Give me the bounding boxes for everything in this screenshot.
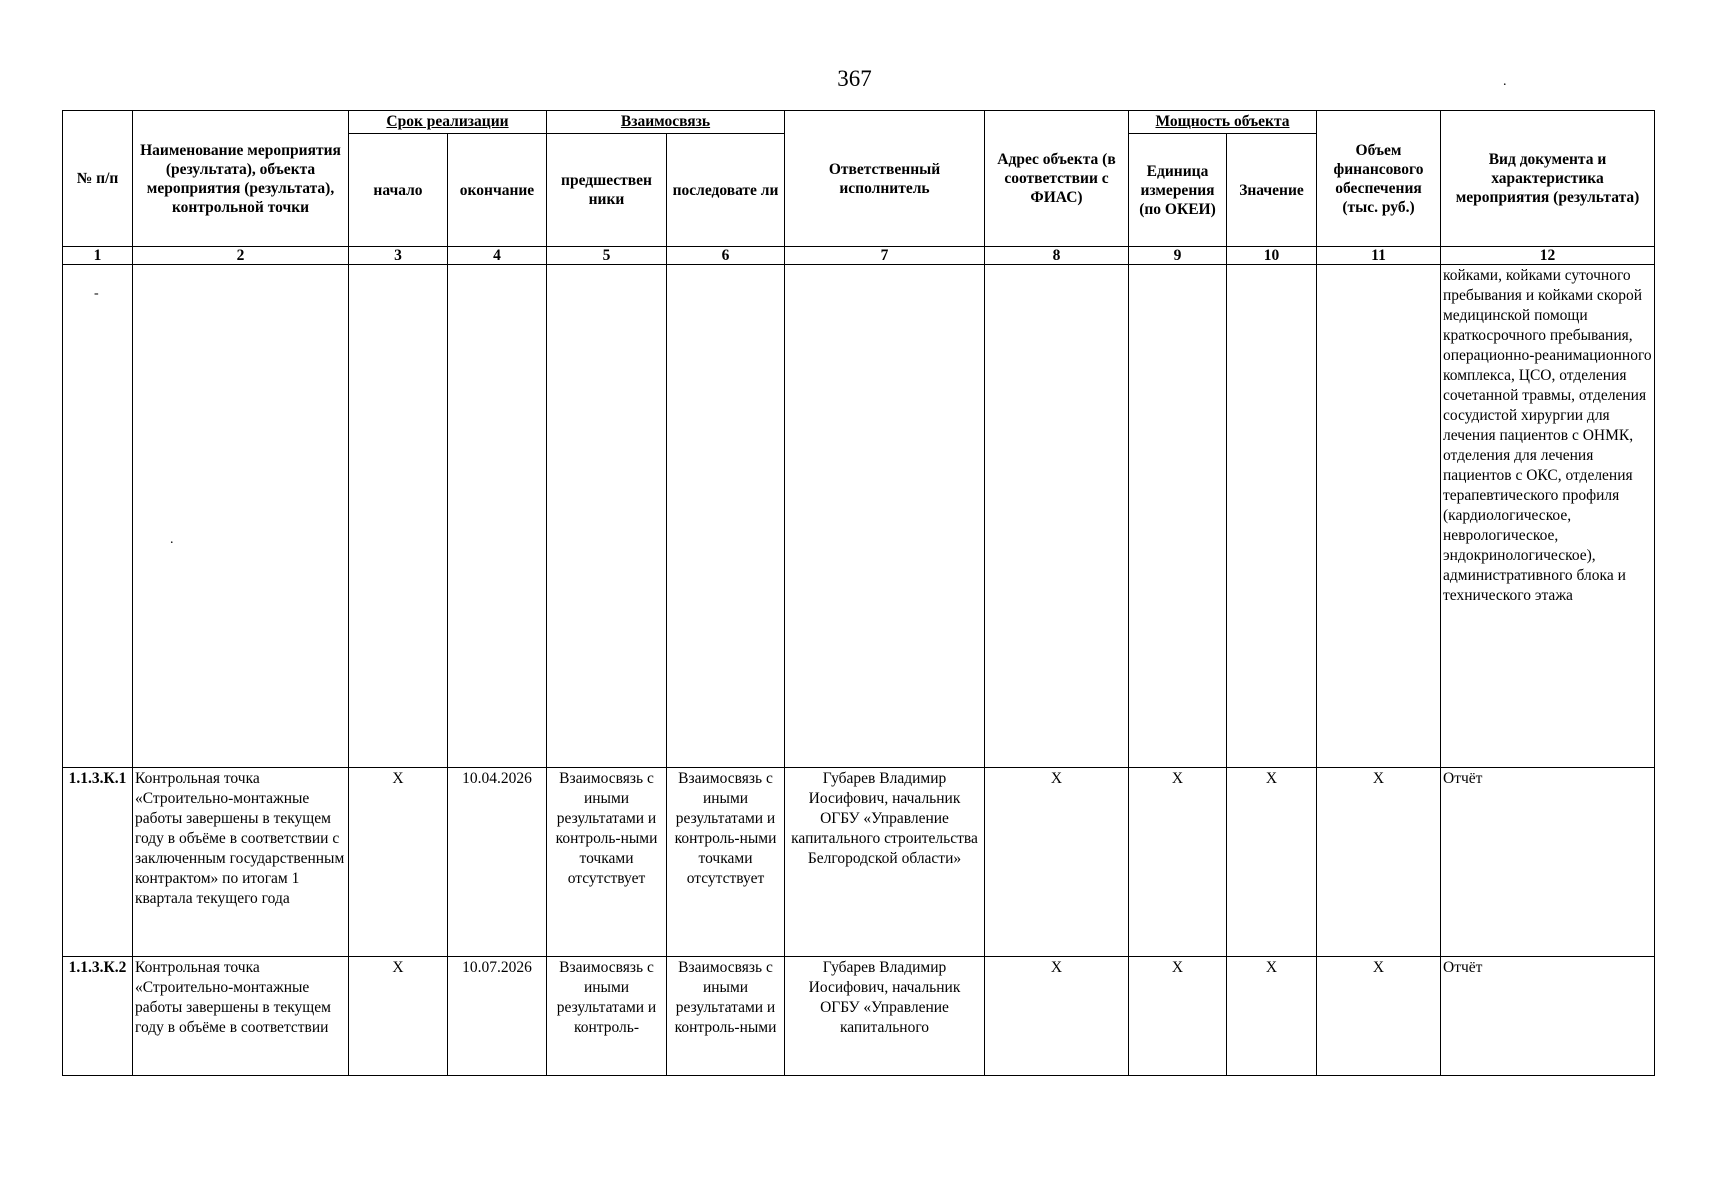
table-row	[63, 768, 1655, 957]
col-number: 9	[1129, 247, 1227, 265]
scan-speck: -	[94, 286, 99, 301]
col-header-value: Значение	[1227, 134, 1317, 247]
col-number: 8	[985, 247, 1129, 265]
scan-speck: .	[170, 532, 174, 547]
row-value: Х	[1227, 768, 1317, 957]
row-end: 10.04.2026	[448, 768, 547, 957]
row-name: Контрольная точка «Строительно-монтажные работы завершены в текущем году в объёме в соответствии с заключенным государственным контрактом» по итогам 1 квартала текущего года	[133, 768, 349, 957]
row-num: 1.1.3.К.1	[63, 768, 133, 957]
row-address: Х	[985, 957, 1129, 1076]
table-row	[63, 957, 1655, 1076]
col-number: 1	[63, 247, 133, 265]
col-header-responsible: Ответственный исполнитель	[785, 111, 985, 247]
row-predecessors: Взаимосвязь с иными результатами и контроль-	[547, 957, 667, 1076]
col-number: 10	[1227, 247, 1317, 265]
col-header-start: начало	[349, 134, 448, 247]
col-group-capacity: Мощность объекта	[1129, 111, 1317, 134]
header-row-1	[63, 111, 1655, 134]
col-number: 5	[547, 247, 667, 265]
col-header-name: Наименование мероприятия (результата), объекта мероприятия (результата), контрольной точки	[133, 111, 349, 247]
col-group-period: Срок реализации	[349, 111, 547, 134]
col-header-address: Адрес объекта (в соответствии с ФИАС)	[985, 111, 1129, 247]
row-start: Х	[349, 768, 448, 957]
row-address: Х	[985, 768, 1129, 957]
col-header-doc-type: Вид документа и характеристика мероприятия (результата)	[1441, 111, 1655, 247]
row-value: Х	[1227, 957, 1317, 1076]
col-header-predecessors: предшествен ники	[547, 134, 667, 247]
col-header-end: окончание	[448, 134, 547, 247]
scan-speck: .	[1503, 74, 1507, 89]
col-header-unit: Единица измерения (по ОКЕИ)	[1129, 134, 1227, 247]
row-doc-type: Отчёт	[1441, 957, 1655, 1076]
row-responsible: Губарев Владимир Иосифович, начальник ОГБУ «Управление капитального	[785, 957, 985, 1076]
row-num: 1.1.3.К.2	[63, 957, 133, 1076]
row-unit: Х	[1129, 768, 1227, 957]
row-unit: Х	[1129, 957, 1227, 1076]
column-numbers-row	[63, 247, 1655, 265]
col-number: 3	[349, 247, 448, 265]
col-number: 4	[448, 247, 547, 265]
row-finance: Х	[1317, 768, 1441, 957]
row-responsible: Губарев Владимир Иосифович, начальник ОГБУ «Управление капитального строительства Белгородской области»	[785, 768, 985, 957]
col-number: 2	[133, 247, 349, 265]
row-start: Х	[349, 957, 448, 1076]
row-successors: Взаимосвязь с иными результатами и контроль-ными	[667, 957, 785, 1076]
col-header-finance: Объем финансового обеспечения (тыс. руб.)	[1317, 111, 1441, 247]
row-end: 10.07.2026	[448, 957, 547, 1076]
continuation-row	[63, 265, 1655, 768]
col-number: 11	[1317, 247, 1441, 265]
page-number: 367	[837, 66, 872, 91]
row-doc-type: Отчёт	[1441, 768, 1655, 957]
col-number: 12	[1441, 247, 1655, 265]
row-successors: Взаимосвязь с иными результатами и контроль-ными точками отсутствует	[667, 768, 785, 957]
continuation-text: койками, койками суточного пребывания и койками скорой медицинской помощи краткосрочного пребывания, операционно-реанимационного комплекса, ЦСО, отделения сочетанной травмы, отделения сосудистой хирургии для лечения пациентов с ОНМК, отделения для лечения пациентов с ОКС, отделения терапевтического профиля (кардиологическое, неврологическое, эндокринологическое), административного блока и технического этажа	[1441, 265, 1655, 768]
plan-table	[62, 110, 1655, 1076]
col-header-num: № п/п	[63, 111, 133, 247]
col-number: 6	[667, 247, 785, 265]
row-name: Контрольная точка «Строительно-монтажные работы завершены в текущем году в объёме в соответствии	[133, 957, 349, 1076]
col-group-relation: Взаимосвязь	[547, 111, 785, 134]
col-header-successors: последовате ли	[667, 134, 785, 247]
row-predecessors: Взаимосвязь с иными результатами и контроль-ными точками отсутствует	[547, 768, 667, 957]
col-number: 7	[785, 247, 985, 265]
row-finance: Х	[1317, 957, 1441, 1076]
